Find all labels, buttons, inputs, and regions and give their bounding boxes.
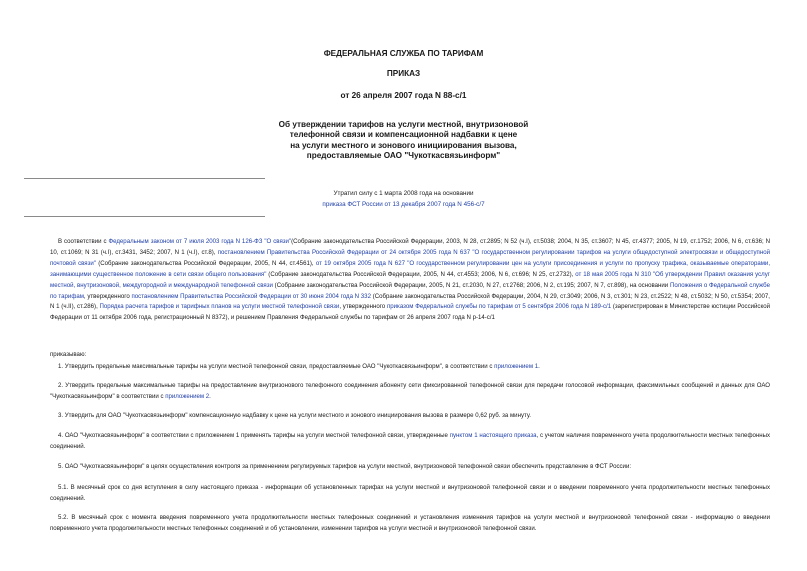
document-title — [0, 120, 807, 162]
status-note-link-row — [0, 199, 807, 210]
resolution-627-link[interactable]: от 19 октября 2005 года N 627 "О государственном регулировании цен на услуги присоединения и услуги по пропуску трафика, оказываемые операторами, занимающими существенное положение в сети связи общего пользования" — [50, 259, 771, 278]
title-line: Об утверждении тарифов на услуги местной, внутризоновой — [278, 120, 529, 129]
text: 2. Утвердить предельные максимальные тарифы на предоставление внутризонового телефонного соединения абоненту сети фиксированной телефонной связи для передачи голосовой информации, факсимильных сообщений и данных для ОАО "Чукоткасвязьинформ" в соответствии с — [50, 382, 770, 400]
text: 5. ОАО "Чукоткасвязьинформ" в целях осуществления контроля за применением регулируемых тарифов на услуги местной, внутризоновой телефонной связи обеспечить представление в ФСТ России: — [58, 463, 632, 470]
orders-word: приказываю: — [50, 351, 87, 358]
item-5-1 — [50, 483, 770, 505]
title-line: предоставляемые ОАО "Чукоткасвязьинформ" — [306, 151, 501, 161]
text: (Собрание законодательства Российской Федерации, 2005, N 44, ст.4561), — [95, 259, 316, 267]
document-date-number: от 26 апреля 2007 года N 88-с/1 — [340, 91, 467, 100]
text: . — [209, 392, 211, 400]
text: , утвержденного — [83, 292, 132, 300]
law-126-fz-link[interactable]: Федеральным законом от 7 июля 2003 года N 126-ФЗ "О связи" — [108, 238, 292, 245]
repeal-order-link[interactable]: приказа ФСТ России от 13 декабря 2007 года N 456-с/7 — [322, 201, 485, 208]
item-1 — [50, 362, 770, 373]
text: (Собрание законодательства Российской Федерации, 2005, N 21, ст.2030, N 27, ст.2768; 2006, N 2, ст.195; 2007, N 7, ст.898), на основании — [272, 281, 670, 289]
issuing-authority: ФЕДЕРАЛЬНАЯ СЛУЖБА ПО ТАРИФАМ — [323, 49, 484, 58]
status-note: Утратил силу с 1 марта 2008 года на основании — [333, 190, 474, 197]
order-189-link[interactable]: приказом Федеральной службы по тарифам от 5 сентября 2006 года N 189-с/1 — [386, 303, 612, 311]
text: 1. Утвердить предельные максимальные тарифы на услуги местной телефонной связи, предоставляемые ОАО "Чукоткасвязьинформ", в соответствии с — [58, 363, 495, 370]
text: 5.1. В месячный срок со дня вступления в силу настоящего приказа - информации об установленных тарифах на услуги местной и внутризоновой телефонной связи и о введении повременного учета продолжительности местных телефонных соединений. — [50, 484, 770, 502]
appendix-1-link[interactable]: приложением 1 — [494, 363, 539, 370]
appendix-2-link[interactable]: приложением 2 — [165, 392, 210, 400]
divider-top — [24, 178, 265, 179]
resolution-637-link[interactable]: постановлением Правительства Российской Федерации от 24 октября 2005 года N 637 "О государственном регулировании тарифов на услуги общедоступной электросвязи и общедоступной почтовой связи" — [50, 248, 770, 267]
document-type: ПРИКАЗ — [386, 69, 421, 78]
fst-regulation-link[interactable]: Положения о Федеральной службе по тарифам — [50, 281, 770, 300]
text: 4. ОАО "Чукоткасвязьинформ" в соответствии с приложением 1 применять тарифы на услуги местной телефонной связи, утвержденные — [58, 432, 450, 439]
resolution-332-link[interactable]: постановлением Правительства Российской Федерации от 30 июня 2004 года N 332 — [131, 292, 371, 300]
item-1-ref-link[interactable]: пунктом 1 настоящего приказа — [449, 432, 537, 439]
text: 5.2. В месячный срок с момента введения повременного учета продолжительности местных телефонных соединений и установления изменения тарифов на услуги местной и внутризоновой телефонной связи - информацию о введении повременного учета продолжительности местных телефонных соединений и об установлении, изменении тарифов на услуги местной и внутризоновой телефонной связи. — [50, 514, 770, 532]
text: (Собрание законодательства Российской Федерации, 2003, N 28, ст.2895; N 52 (ч.I), ст.5038; 2004, N 35, ст.3607; N 45, ст.4377; 2005, N 19, ст.1752; 2006, N 6, ст.636; N 10, ст.1069; N 31 (ч.I), ст.3431, 3452; 2007, N 1 (ч.I), ст.8), — [50, 238, 771, 256]
title-line: на услуги местного и зонового инициирования вызова, — [290, 140, 517, 150]
item-5-2 — [50, 513, 770, 535]
text: . — [538, 363, 540, 370]
text: (Собрание законодательства Российской Федерации, 2004, N 29, ст.3049; 2006, N 3, ст.301; N 23, ст.2522; N 48, ст.5032; N 50, ст.5354; 2007, N 1 (ч.II), ст.286), — [50, 292, 770, 311]
tariff-calc-procedure-link[interactable]: Порядка расчета тарифов и тарифных планов на услуги местной телефонной связи — [99, 303, 340, 311]
item-4 — [50, 431, 770, 453]
preamble-paragraph — [50, 237, 770, 324]
item-3 — [50, 411, 770, 422]
text: В соответствии с — [58, 238, 109, 245]
text: 3. Утвердить для ОАО "Чукоткасвязьинформ" компенсационную надбавку к цене на услуги местного и зонового инициирования вызова в размере 0,62 руб. за минуту. — [58, 412, 531, 419]
title-line: телефонной связи и компенсационной надбавки к цене — [289, 130, 518, 140]
resolution-310-link[interactable]: от 18 мая 2005 года N 310 "Об утверждении Правил оказания услуг местной, внутризоновой, междугородной и международной телефонной связи — [50, 270, 771, 289]
item-5 — [50, 462, 770, 473]
divider-bottom — [24, 216, 265, 217]
text: (зарегистрирован в Министерстве юстиции Российской Федерации от 11 октября 2006 года, регистрационный N 8372), и решением Правления Федеральной службы по тарифам от 26 апреля 2007 года N р-14-с/1 — [50, 303, 770, 322]
text: , утвержденного — [339, 303, 387, 311]
text: (Собрание законодательства Российской Федерации, 2005, N 44, ст.4553; 2006, N 6, ст.696; N 25, ст.2732), — [266, 270, 576, 278]
text: , с учетом наличия повременного учета продолжительности местных телефонных соединений. — [50, 432, 770, 450]
item-2 — [50, 381, 770, 403]
